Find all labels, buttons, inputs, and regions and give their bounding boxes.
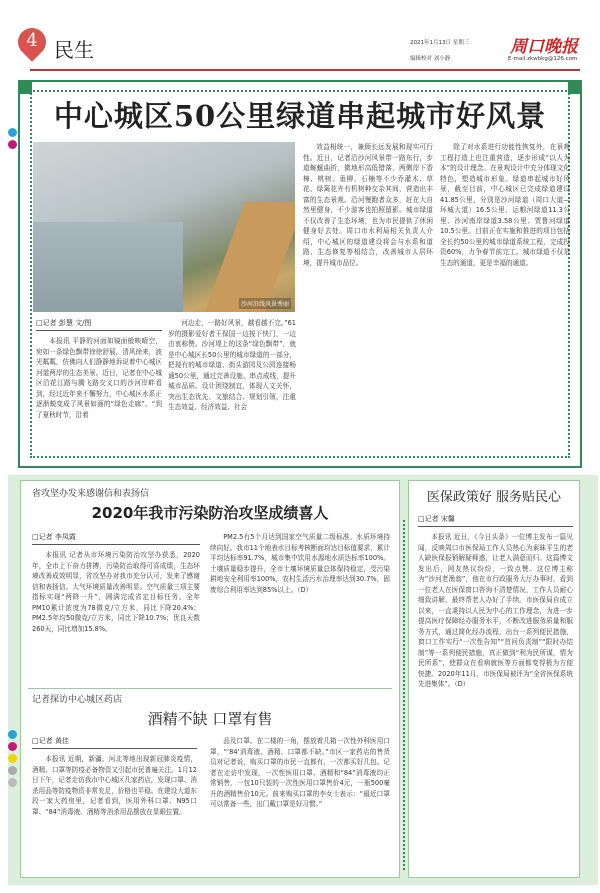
divider <box>403 520 405 870</box>
email: E-mail:zkwbkg@126.com <box>508 56 578 62</box>
article-text: 本报讯 记者从市环境污染防治攻坚办获悉，2020年，全市上下奋力拼搏，污染防治取得可喜成绩，生态环境改善成效明显，省攻坚办对我市充分认可，发来了感谢信和表扬信。大气环境质量改善明显。空气质量三项主要指标实现“两降一升”，圆满完成省定目标任务。全年PM10累计浓度为78微克/立方米，同比下降20.4%；PM2.5年均50微克/立方米，同比下降10.7%；优良天数260天，同比增加15.8%。 <box>32 551 200 633</box>
kicker: 省攻坚办发来感谢信和表扬信 <box>32 489 150 499</box>
newspaper-logo: 周口晚报 <box>510 37 578 57</box>
page-number: 4 <box>26 30 38 51</box>
section-title: 民生 <box>54 38 94 62</box>
frame-corner <box>568 80 582 94</box>
article-photo <box>33 142 295 312</box>
header-divider <box>30 69 580 71</box>
photo-caption: 沙河沿线风景秀丽 <box>239 298 291 309</box>
article-text: 本报讯 近期，新疆、河北等地出现新冠肺炎疫情，酒精、口罩等防疫必备物资又引起市民普遍关注。1月12日下午，记者走访我市中心城区几家药店，发现口罩、消杀用品等防疫物资非常充足，价格也平稳。在建设大道东段一家大药房里，记者看到，医用外科口罩、N95口罩、“84”消毒液、酒精等消杀用品摆放在显眼位置。 <box>32 755 197 816</box>
print-color-marks <box>8 128 17 152</box>
article-text: 河边走，一路好风景，越看越不完。”61岁的摄影爱好者王保国一边按下快门，一边由衷称赞。沙河堤上的这条“绿色飘带”，就是中心城区长50公里的城市绿道的一部分，把现有的城市绿道、街头游园及公园连接畅通50公里，通过完善设施、串点成线，提升城市品质。设计团绕制宜，体现人文关怀，突出生态优先、文旅结合、规划引领，注重生态效益、经济效益、社会 <box>168 319 296 411</box>
article-text: 本报讯 平静的河面如镜面般映晴空，宛如一条绿色飘带徐徐舒展，清风徐来，波光粼粼，仿佛向人们静静地诉说着中心城区河道两岸的生态美景。近日，记者在中心城区沿花江路与腾飞路交叉口的沙河岸畔看到，经过近年来不懈努力，中心城区水系正逐渐蜕变成了风景如画的“绿色走廊”。“到了夏秋时节，沿着 <box>36 337 162 419</box>
main-headline: 中心城区50公里绿道串起城市好风景 <box>53 99 547 133</box>
kicker: 记者探访中心城区药店 <box>32 695 123 705</box>
headline: 酒精不缺 口罩有售 <box>147 710 273 728</box>
article-text: PM2.5有5个月达到国家空气质量二级标准。水质环境持续向好。我市11个地表水目标考核断面均达目标值要求，累计平均达标率91.7%，城市集中饮用水源地水质达标率100%。土壤质量稳步提升，全市土壤环境质量总体保持稳定，受污染耕地安全利用率100%，农村生活污水治理率达到30.7%，固废综合利用率达到85%以上。（D） <box>210 533 390 594</box>
byline: □记者 彭慧 文/图 <box>36 318 162 331</box>
article-text: 本报讯 近日，《今日头条》一位博主发布一篇见闻，反映周口市医保局工作人员热心为素昧平生的老人缺医保报销解疑释惑，让老人满意而归。这篇博文发出后，网友热议纷纷，一致点赞。这位博主称为“沙河老渔翁”，他在市行政服务大厅办事时，看到一位老人在医保窗口咨询不清楚情况，工作人员耐心细致讲解，最终帮老人办好了手续。市医保局自成立以来，一直秉持以人民为中心的工作理念，为进一步提高医疗保障经办服务水平，不断改进服务质量和服务方式，通过简化经办流程，出台一系列便民措施，窗口工作实行“一次性告知”“首问负责制”“限时办结制”等一系列便民措施，真正做到“利为民所谋，情为民所系”，使群众在看病就医等方面都变得极为方便快捷。2020年11月，市医保局被评为“全省医保系统先进集体”。（D） <box>418 533 573 688</box>
headline: 2020年我市污染防治攻坚成绩喜人 <box>91 504 329 522</box>
date: 2021年1月13日 星期三 <box>410 40 470 46</box>
byline: □记者 宋馨 <box>418 514 573 527</box>
headline: 医保政策好 服务贴民心 <box>426 490 562 505</box>
editor: 编辑校对 刘小静 <box>410 56 451 62</box>
frame-corner <box>18 80 32 94</box>
byline: □记者 黄佳 <box>32 736 197 749</box>
article-text: 效益相统一，兼顾长远发展和现实可行性。近日，记者沿沙河风景带一路东行，步道蜿蜒曲折，微地形高低错落，两侧岸下香樟、桃树、垂柳、石楠等不少乔灌木、草花、绿篱花卉有机树种交杂其间，营造出丰富的生态景观。沿河慢跑者众多，赶在大自然里健身，不少游客也拍照留影。城市绿道不仅改善了生态环境，也为市民提供了休闲健身好去处。周口市水利局相关负责人介绍，中心城区的绿道建设将会与水系和道路、生态修复等相结合，改善城市人居环境，提升城市品位。 <box>303 143 433 267</box>
article-text: 品及口罩。在二楼的一角，摆放着几箱一次性外科医用口罩，“‘84’消毒液、酒精、口罩都不缺。”市区一家药店的售货员对记者说，购买口罩的市民一直都有，一次都买好几包。记者在走访中发现，一次性医用口罩、酒精和“84”消毒液均正常销售，一包10只装的一次性医用口罩售价4元，一瓶500毫升的酒精售价10元。前来购买口罩的李女士表示：“最近口罩可以常备一些，出门戴口罩是好习惯。” <box>210 737 390 808</box>
byline: □记者 李凤霞 <box>32 532 200 545</box>
print-color-marks <box>8 730 17 790</box>
article-text: 除了对水系进行功能性恢复外，在景观工程打造上也注重营造，逐步形成“以人为本”的设计理念。在景观设计中充分体现文化特色，塑造城市形象。绿道串起城市好风景，截至目前，中心城区已完成绿道建设41.85公里，分别是沙河绿道（周口大道—环城大道）16.5公里、运粮河绿道11.3公里、沙河南岸绿道3.58公里、贾鲁河绿道10.5公里。目前正在实施和推进的项目包括全长约50公里的城市绿道系统工程，完成投资60%，力争春节前完工。城市绿道不仅是生态的通道，更是幸福的通道。 <box>440 143 570 267</box>
